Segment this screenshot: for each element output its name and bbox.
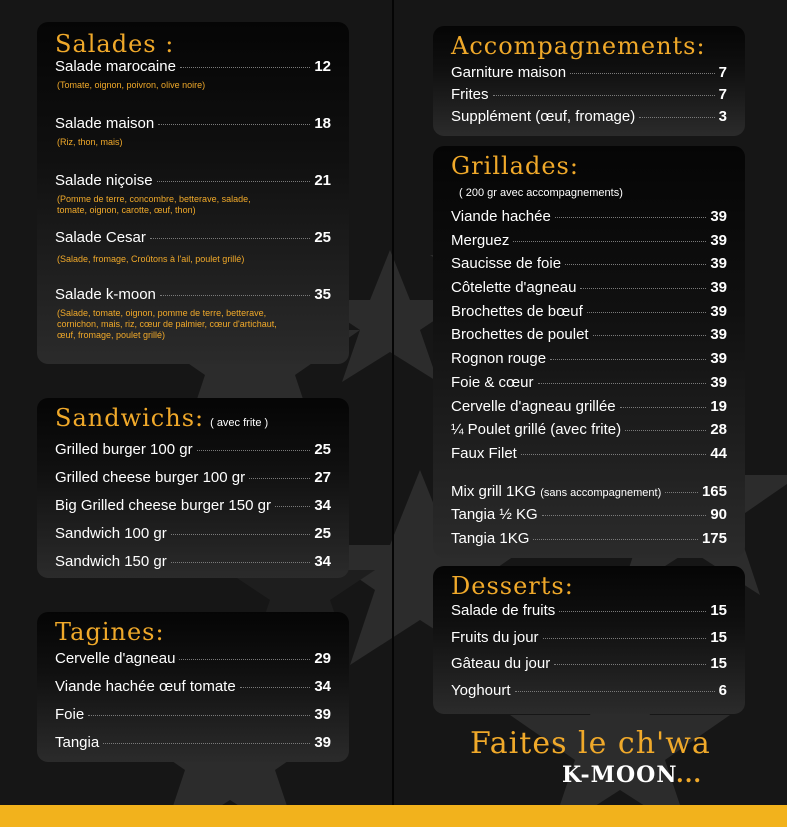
accompagnements-list	[451, 64, 727, 130]
salades-card	[37, 22, 349, 364]
item-name: ¼ Poulet grillé (avec frite)	[451, 421, 622, 439]
item-name: Sandwich 100 gr	[55, 525, 167, 542]
sandwichs-note: ( avec frite )	[210, 417, 269, 429]
desserts-card	[433, 566, 745, 714]
item-price: 21	[314, 172, 331, 189]
item-name: Salade maison	[55, 115, 155, 132]
item-name: Saucisse de foie	[451, 255, 562, 273]
dot-leader	[160, 295, 310, 296]
menu-item	[451, 445, 727, 469]
item-name: Salade k-moon	[55, 286, 156, 303]
dot-leader	[157, 181, 311, 182]
menu-item	[451, 208, 727, 232]
dot-leader	[171, 534, 311, 535]
item-name: Gâteau du jour	[451, 655, 551, 672]
item-name: Tangia	[55, 734, 100, 751]
item-name	[451, 483, 661, 500]
item-name: Viande hachée	[451, 208, 551, 225]
item-name: Brochettes de poulet	[451, 326, 589, 344]
dot-leader	[555, 217, 706, 218]
menu-item	[55, 441, 331, 469]
brand-name: K-MOON	[562, 762, 677, 788]
menu-item	[451, 64, 727, 86]
item-price: 39	[710, 208, 727, 225]
item-price: 18	[314, 115, 331, 132]
item-price: 39	[710, 373, 727, 391]
dot-leader	[550, 359, 706, 360]
menu-item	[451, 682, 727, 709]
grillades-card	[433, 146, 745, 558]
dot-leader	[639, 117, 714, 118]
sandwichs-title-line	[55, 404, 331, 437]
item-name: Faux Filet	[451, 444, 517, 462]
item-description: (Riz, thon, mais)	[57, 137, 123, 147]
item-price: 90	[710, 506, 727, 524]
dot-leader	[570, 73, 715, 74]
menu-item	[451, 279, 727, 303]
item-price: 39	[710, 255, 727, 273]
grillades-note: ( 200 gr avec accompagnements)	[459, 187, 623, 199]
dot-leader	[103, 743, 310, 744]
dot-leader	[180, 67, 310, 68]
item-name: Salade de fruits	[451, 602, 556, 619]
dot-leader	[625, 430, 706, 431]
item-price: 39	[710, 302, 727, 320]
item-price: 34	[314, 553, 331, 570]
item-price: 3	[718, 108, 727, 125]
menu-item	[451, 303, 727, 327]
item-description: (Salade, fromage, Croûtons à l'ail, poulet grillé)	[57, 254, 245, 264]
dot-leader	[88, 715, 310, 716]
menu-item	[451, 602, 727, 629]
menu-item	[451, 255, 727, 279]
menu-item	[451, 530, 727, 554]
item-price: 39	[710, 231, 727, 249]
item-price: 165	[701, 482, 727, 500]
item-price: 7	[718, 86, 727, 103]
tagines-list	[55, 650, 331, 762]
grillades-title: Grillades:	[451, 152, 579, 180]
menu-item	[55, 229, 331, 286]
menu-item	[451, 483, 727, 507]
item-price: 35	[314, 286, 331, 303]
item-price: 15	[710, 602, 727, 619]
desserts-list	[451, 602, 727, 708]
menu-item	[451, 108, 727, 130]
item-price: 7	[718, 64, 727, 81]
item-price: 39	[314, 734, 331, 751]
item-name: Sandwich 150 gr	[55, 553, 167, 570]
item-price: 39	[314, 706, 331, 723]
dot-leader	[542, 515, 707, 516]
item-name: Fruits du jour	[451, 628, 539, 646]
menu-item	[451, 350, 727, 374]
dot-leader	[533, 539, 698, 540]
menu-item	[55, 650, 331, 678]
item-price: 25	[314, 229, 331, 246]
item-description: (Tomate, oignon, poivron, olive noire)	[57, 80, 206, 90]
item-price: 44	[710, 444, 727, 462]
item-name: Merguez	[451, 231, 510, 249]
item-price: 175	[701, 529, 727, 547]
dot-leader	[171, 562, 311, 563]
accompagnements-title: Accompagnements:	[451, 32, 706, 60]
item-name: Salade Cesar	[55, 229, 146, 246]
item-price: 39	[710, 350, 727, 368]
dot-leader	[513, 241, 706, 242]
sandwichs-card	[37, 398, 349, 578]
item-description: (Pomme de terre, concombre, betterave, salade, tomate, oignon, carotte, œuf, thon)	[57, 194, 251, 215]
item-price: 39	[710, 326, 727, 344]
dot-leader	[587, 312, 707, 313]
dot-leader	[665, 492, 698, 493]
dot-leader	[620, 407, 707, 408]
menu-item	[451, 398, 727, 422]
dot-leader	[249, 478, 310, 479]
menu-item	[451, 232, 727, 256]
dot-leader	[150, 238, 310, 239]
menu-item	[55, 58, 331, 115]
item-name: Foie & cœur	[451, 373, 534, 391]
item-name: Grilled burger 100 gr	[55, 441, 193, 458]
item-name: Big Grilled cheese burger 150 gr	[55, 497, 271, 514]
item-description: (Salade, tomate, oignon, pomme de terre, betterave, cornichon, mais, riz, cœur de palmier, cœur d'artichaut, œuf, fromage, poulet grillé)	[57, 308, 277, 340]
menu-item	[451, 506, 727, 530]
salades-title: Salades :	[55, 30, 175, 58]
tagines-card	[37, 612, 349, 762]
item-name: Salade niçoise	[55, 172, 153, 189]
item-price: 29	[314, 650, 331, 667]
item-name: Brochettes de bœuf	[451, 302, 583, 320]
menu-item	[55, 553, 331, 581]
dot-leader	[538, 383, 707, 384]
sandwichs-title: Sandwichs:	[55, 404, 205, 432]
dot-leader	[158, 124, 310, 125]
item-price: 39	[710, 279, 727, 297]
page-fold	[392, 0, 394, 805]
item-name: Grilled cheese burger 100 gr	[55, 469, 246, 486]
menu-item	[55, 525, 331, 553]
brand-dots: ...	[676, 762, 703, 788]
brand-logo	[562, 762, 702, 788]
item-name: Yoghourt	[451, 681, 511, 699]
item-price: 34	[314, 678, 331, 695]
menu-item	[55, 497, 331, 525]
accompagnements-card	[433, 26, 745, 136]
item-price: 6	[718, 681, 727, 699]
menu-item	[451, 326, 727, 350]
dot-leader	[593, 335, 707, 336]
menu-item	[55, 469, 331, 497]
item-name: Salade marocaine	[55, 58, 176, 75]
menu-item	[55, 734, 331, 762]
item-name: Frites	[451, 86, 489, 103]
dot-leader	[493, 95, 715, 96]
slogan: Faites le ch'wa	[470, 726, 711, 761]
dot-leader	[521, 454, 706, 455]
item-price: 25	[314, 525, 331, 542]
item-name-note: (sans accompagnement)	[540, 486, 662, 499]
item-price: 15	[710, 628, 727, 646]
bottom-bar	[0, 805, 787, 827]
item-name: Supplément (œuf, fromage)	[451, 108, 636, 125]
tagines-title: Tagines:	[55, 618, 165, 646]
item-name: Tangia ½ KG	[451, 506, 538, 524]
menu-item	[451, 86, 727, 108]
item-name-main: Mix grill 1KG	[451, 482, 537, 500]
item-name: Garniture maison	[451, 64, 567, 81]
dot-leader	[240, 687, 311, 688]
dot-leader	[565, 264, 706, 265]
item-name: Tangia 1KG	[451, 529, 530, 547]
item-name: Côtelette d'agneau	[451, 279, 577, 297]
dot-leader	[197, 450, 311, 451]
sandwichs-list	[55, 441, 331, 581]
dot-leader	[580, 288, 706, 289]
item-price: 27	[314, 469, 331, 486]
item-price: 34	[314, 497, 331, 514]
item-price: 15	[710, 655, 727, 672]
menu-item	[55, 286, 331, 343]
menu-item	[451, 421, 727, 445]
dot-leader	[515, 691, 715, 692]
dot-leader	[554, 664, 706, 665]
menu-item	[451, 629, 727, 656]
item-price: 25	[314, 441, 331, 458]
item-name: Viande hachée œuf tomate	[55, 678, 236, 695]
menu-item	[55, 115, 331, 172]
item-price: 19	[710, 397, 727, 415]
dot-leader	[559, 611, 706, 612]
dot-leader	[275, 506, 310, 507]
item-price: 28	[710, 421, 727, 439]
item-name: Foie	[55, 706, 85, 723]
item-name: Cervelle d'agneau	[55, 650, 176, 667]
dot-leader	[179, 659, 310, 660]
item-name: Cervelle d'agneau grillée	[451, 397, 616, 415]
item-name: Rognon rouge	[451, 350, 547, 368]
menu-item	[55, 706, 331, 734]
dot-leader	[543, 638, 707, 639]
grillades-list	[451, 208, 727, 469]
menu-item	[55, 678, 331, 706]
desserts-title: Desserts:	[451, 572, 574, 600]
menu-item	[451, 655, 727, 682]
menu-item	[451, 374, 727, 398]
item-price: 12	[314, 58, 331, 75]
grillades-extra-list	[451, 483, 727, 554]
menu-item	[55, 172, 331, 229]
